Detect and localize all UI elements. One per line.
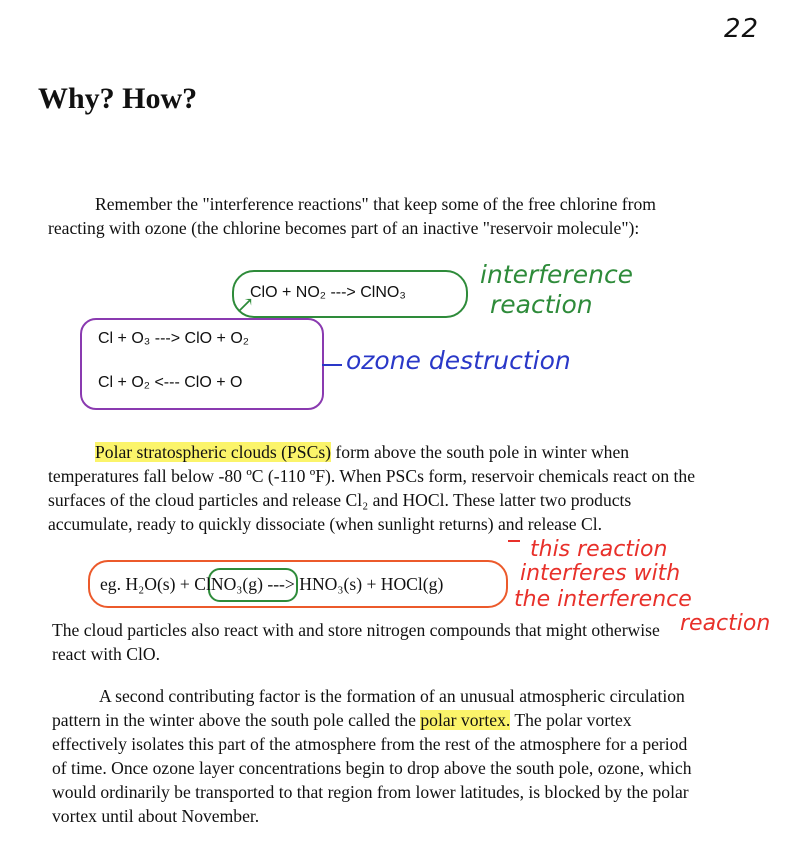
vortex-highlight: polar vortex.: [420, 710, 511, 730]
bracket-connector: [322, 364, 342, 366]
destruction-reaction-1: Cl + O₃ ---> ClO + O₂: [98, 330, 249, 347]
interference-note-line1: interference: [480, 260, 634, 289]
psc-reaction-boxed: ClNO₃(g): [194, 574, 263, 594]
red-note-line1: this reaction: [530, 537, 668, 562]
red-note-line2: interferes with: [520, 561, 681, 586]
red-note-line3: the interference: [514, 587, 692, 612]
psc-highlight: Polar stratospheric clouds (PSCs): [95, 442, 332, 462]
psc-rest: form above the south pole in winter when temperatures fall below -80 ºC (-110 ºF). When PSCs form, reservoir chemicals react on the surfaces of the cloud particles and release Cl₂ and HOCl. These latter two products accumulate, ready to quickly dissociate (when sunlight returns) and release Cl.: [48, 442, 696, 534]
psc-reaction: [100, 574, 443, 595]
vortex-after: The polar vortex effectively isolates this part of the atmosphere from the rest of the atmosphere for a period of time. Once ozone layer concentrations begin to drop above the south pole, ozone, which would ordinarily be transported to that region from lower latitudes, is blocked by the polar vortex until about November.: [52, 710, 692, 826]
psc-reaction-suffix: ---> HNO₃(s) + HOCl(g): [267, 574, 444, 594]
destruction-reaction-2: Cl + O₂ <--- ClO + O: [98, 374, 243, 391]
interference-reaction: ClO + NO₂ ---> ClNO₃: [250, 284, 406, 301]
nitrogen-paragraph: The cloud particles also react with and store nitrogen compounds that might otherwise react with ClO.: [52, 620, 660, 664]
page-title: Why? How?: [38, 82, 198, 115]
up-arrow-icon: ↗: [236, 292, 255, 317]
vortex-before: A second contributing factor is the formation of an unusual atmospheric circulation pattern in the winter above the south pole called the: [52, 686, 685, 730]
vortex-paragraph: [52, 684, 706, 828]
red-dash: [508, 540, 520, 542]
page-number: 22: [724, 14, 760, 44]
vortex-text: [52, 684, 706, 828]
intro-text: Remember the "interference reactions" that keep some of the free chlorine from reacting with ozone (the chlorine becomes part of an inactive "reservoir molecule"):: [48, 194, 656, 238]
psc-reaction-prefix: eg. H₂O(s) +: [100, 574, 190, 594]
ozone-destruction-note: ozone destruction: [346, 346, 571, 375]
psc-paragraph: [48, 440, 708, 536]
psc-text: [48, 440, 708, 536]
red-note-line4: reaction: [680, 611, 771, 636]
intro-paragraph: [48, 192, 708, 240]
interference-note-line2: reaction: [490, 290, 593, 319]
